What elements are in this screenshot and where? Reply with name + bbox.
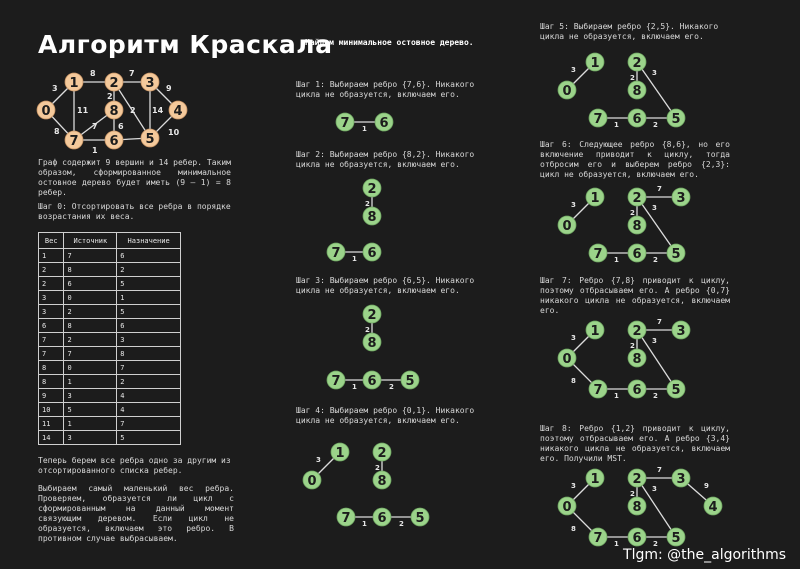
edge-weight: 7 bbox=[129, 69, 135, 78]
node-label: 5 bbox=[671, 247, 681, 262]
subtitle: Найдем минимальное остовное дерево. bbox=[305, 38, 474, 47]
node-label: 6 bbox=[109, 134, 119, 149]
edge-weight: 14 bbox=[152, 106, 164, 115]
edge-weight: 2 bbox=[630, 490, 635, 498]
table-cell: 2 bbox=[39, 263, 64, 277]
edge-weight: 3 bbox=[652, 485, 657, 493]
table-cell: 6 bbox=[117, 249, 181, 263]
table-cell: 8 bbox=[117, 347, 181, 361]
node-label: 6 bbox=[367, 374, 377, 389]
table-cell: 9 bbox=[39, 389, 64, 403]
step-5-graph bbox=[558, 53, 685, 129]
table-header: Назначение bbox=[117, 233, 181, 249]
edge-weight: 7 bbox=[657, 185, 662, 193]
node-label: 6 bbox=[377, 511, 387, 526]
node-label: 6 bbox=[632, 383, 642, 398]
table-cell: 1 bbox=[64, 417, 117, 431]
step-0-text: Шаг 0: Отсортировать все ребра в порядке возрастания их веса. bbox=[38, 202, 231, 221]
table-cell: 4 bbox=[117, 389, 181, 403]
node-label: 0 bbox=[562, 84, 572, 99]
table-cell: 1 bbox=[64, 375, 117, 389]
edge-weight: 10 bbox=[168, 128, 180, 137]
node-label: 5 bbox=[671, 383, 681, 398]
node-label: 6 bbox=[379, 116, 389, 131]
edge-weight: 1 bbox=[614, 540, 619, 548]
edge-weight: 3 bbox=[652, 204, 657, 212]
edge-weight: 3 bbox=[571, 482, 576, 490]
node-label: 8 bbox=[367, 210, 377, 225]
table-cell: 10 bbox=[39, 403, 64, 417]
node-label: 5 bbox=[145, 132, 155, 147]
edge-weight: 9 bbox=[166, 84, 172, 93]
table-cell: 1 bbox=[39, 249, 64, 263]
node-label: 5 bbox=[671, 531, 681, 546]
node-label: 8 bbox=[109, 104, 119, 119]
after-table-text-1: Теперь берем все ребра одно за другим из отсортированного списка ребер. bbox=[38, 456, 231, 475]
node-label: 2 bbox=[377, 446, 387, 461]
edge-weight: 3 bbox=[316, 456, 321, 464]
node-label: 2 bbox=[632, 191, 642, 206]
edge-weight: 7 bbox=[92, 122, 98, 131]
step-8-text: Шаг 8: Ребро {1,2} приводит к циклу, поэтому отбрасываем его. А ребро {3,4} никакого цикла не образуется, включаем его. Получили MST. bbox=[540, 424, 730, 463]
table-cell: 0 bbox=[64, 291, 117, 305]
edge-weight: 1 bbox=[614, 392, 619, 400]
table-header: Вес bbox=[39, 233, 64, 249]
node-label: 7 bbox=[331, 246, 341, 261]
table-cell: 8 bbox=[39, 375, 64, 389]
node-label: 6 bbox=[632, 112, 642, 127]
table-cell: 8 bbox=[64, 263, 117, 277]
node-label: 1 bbox=[590, 56, 600, 71]
node-label: 4 bbox=[173, 104, 183, 119]
node-label: 2 bbox=[367, 182, 377, 197]
table-cell: 3 bbox=[39, 291, 64, 305]
table-cell: 2 bbox=[64, 333, 117, 347]
edge-weight: 1 bbox=[352, 383, 357, 391]
step-4-text: Шаг 4: Выбираем ребро {0,1}. Никакого цикла не образуется, включаем его. bbox=[296, 406, 475, 425]
table-cell: 8 bbox=[39, 361, 64, 375]
edge-weight: 1 bbox=[352, 255, 357, 263]
table-cell: 3 bbox=[117, 333, 181, 347]
edge-weight: 3 bbox=[652, 69, 657, 77]
step-3-text: Шаг 3: Выбираем ребро {6,5}. Никакого цикла не образуется, включаем его. bbox=[296, 276, 475, 295]
node-label: 1 bbox=[69, 76, 79, 91]
node-label: 5 bbox=[405, 374, 415, 389]
node-label: 8 bbox=[632, 84, 642, 99]
edge-weight: 1 bbox=[92, 146, 98, 155]
node-label: 6 bbox=[632, 531, 642, 546]
node-label: 6 bbox=[632, 247, 642, 262]
edge-weight: 8 bbox=[54, 127, 60, 136]
step-7-text: Шаг 7: Ребро {7,8} приводит к циклу, поэтому отбрасываем его. А ребро {0,7} никакого цикла не образуется, включаем его. bbox=[540, 276, 730, 315]
edge-weight: 1 bbox=[362, 520, 367, 528]
table-cell: 6 bbox=[39, 319, 64, 333]
table-cell: 11 bbox=[39, 417, 64, 431]
table-cell: 3 bbox=[64, 431, 117, 445]
node-label: 4 bbox=[708, 500, 718, 515]
table-cell: 7 bbox=[64, 347, 117, 361]
edge-weight: 2 bbox=[375, 464, 380, 472]
step-2-graph bbox=[327, 179, 381, 263]
node-label: 1 bbox=[590, 324, 600, 339]
footer-credit: Tlgm: @the_algorithms bbox=[623, 547, 786, 563]
edge-weight: 3 bbox=[571, 66, 576, 74]
table-cell: 6 bbox=[64, 277, 117, 291]
node-label: 0 bbox=[562, 352, 572, 367]
table-cell: 7 bbox=[117, 361, 181, 375]
edge-weight: 2 bbox=[365, 326, 370, 334]
edge-weight: 1 bbox=[614, 121, 619, 129]
node-label: 0 bbox=[307, 474, 317, 489]
table-cell: 7 bbox=[64, 249, 117, 263]
node-label: 5 bbox=[415, 511, 425, 526]
table-cell: 7 bbox=[39, 333, 64, 347]
node-label: 7 bbox=[331, 374, 341, 389]
table-cell: 3 bbox=[64, 389, 117, 403]
step-3-graph bbox=[327, 305, 419, 391]
edge-weight: 8 bbox=[571, 525, 576, 533]
step-6-text: Шаг 6: Следующее ребро {8,6}, но его включение приводит к циклу, тогда отбросим его и выберем ребро {2,3}: цикл не образуется, включаем его. bbox=[540, 140, 730, 179]
node-label: 2 bbox=[632, 56, 642, 71]
edge-weight: 8 bbox=[90, 69, 96, 78]
node-label: 2 bbox=[632, 472, 642, 487]
edge-weight: 3 bbox=[571, 334, 576, 342]
node-label: 5 bbox=[671, 112, 681, 127]
node-label: 1 bbox=[335, 446, 345, 461]
node-label: 7 bbox=[69, 134, 79, 149]
table-cell: 2 bbox=[117, 263, 181, 277]
node-label: 0 bbox=[562, 219, 572, 234]
table-cell: 5 bbox=[64, 403, 117, 417]
table-cell: 0 bbox=[64, 361, 117, 375]
step-8-graph bbox=[558, 466, 722, 548]
edge-weight: 6 bbox=[118, 122, 124, 131]
node-label: 3 bbox=[676, 472, 686, 487]
page-title: Алгоритм Краскала bbox=[38, 30, 333, 59]
edge-weight: 1 bbox=[362, 125, 367, 133]
edge-weight: 2 bbox=[630, 74, 635, 82]
table-cell: 2 bbox=[117, 375, 181, 389]
node-label: 2 bbox=[109, 76, 119, 91]
edge-weight: 8 bbox=[571, 377, 576, 385]
table-cell: 5 bbox=[117, 305, 181, 319]
node-label: 8 bbox=[377, 474, 387, 489]
edge-weight: 2 bbox=[389, 383, 394, 391]
edge-weight: 7 bbox=[657, 466, 662, 474]
edge-weight: 1 bbox=[614, 256, 619, 264]
edge-weight: 2 bbox=[399, 520, 404, 528]
edge-weight: 2 bbox=[653, 121, 658, 129]
step-4-graph bbox=[303, 443, 429, 528]
edge-weight: 11 bbox=[77, 106, 89, 115]
step-2-text: Шаг 2: Выбираем ребро {8,2}. Никакого цикла не образуется, включаем его. bbox=[296, 150, 475, 169]
node-label: 3 bbox=[145, 76, 155, 91]
edge-weight: 2 bbox=[107, 92, 113, 101]
edge-weight: 2 bbox=[653, 256, 658, 264]
table-cell: 2 bbox=[64, 305, 117, 319]
edge-weight: 7 bbox=[657, 318, 662, 326]
edge-weight: 2 bbox=[630, 209, 635, 217]
node-label: 8 bbox=[632, 219, 642, 234]
table-cell: 6 bbox=[117, 319, 181, 333]
node-label: 3 bbox=[676, 191, 686, 206]
node-label: 6 bbox=[367, 246, 377, 261]
step-5-text: Шаг 5: Выбираем ребро {2,5}. Никакого цикла не образуется, включаем его. bbox=[540, 22, 719, 41]
node-label: 8 bbox=[367, 336, 377, 351]
table-cell: 14 bbox=[39, 431, 64, 445]
after-table-text-2: Выбираем самый маленький вес ребра. Проверяем, образуется ли цикл с сформированным на данный момент связующим деревом. Если цикл не образуется, включаем это ребро. В противном случае выбрасываем. bbox=[38, 484, 234, 543]
edge-weight: 9 bbox=[704, 482, 709, 490]
edge-weight: 2 bbox=[630, 342, 635, 350]
table-cell: 8 bbox=[64, 319, 117, 333]
node-label: 8 bbox=[632, 352, 642, 367]
edge-weight: 2 bbox=[130, 106, 136, 115]
node-label: 7 bbox=[593, 112, 603, 127]
table-cell: 3 bbox=[39, 305, 64, 319]
table-header: Источник bbox=[64, 233, 117, 249]
table-cell: 1 bbox=[117, 291, 181, 305]
node-label: 2 bbox=[632, 324, 642, 339]
edge-weight: 3 bbox=[571, 201, 576, 209]
table-cell: 2 bbox=[39, 277, 64, 291]
node-label: 7 bbox=[593, 383, 603, 398]
node-label: 1 bbox=[590, 472, 600, 487]
node-label: 2 bbox=[367, 308, 377, 323]
node-label: 8 bbox=[632, 500, 642, 515]
node-label: 7 bbox=[593, 531, 603, 546]
edge-weight: 2 bbox=[653, 392, 658, 400]
table-cell: 7 bbox=[39, 347, 64, 361]
node-label: 7 bbox=[593, 247, 603, 262]
edge-weight: 3 bbox=[52, 84, 58, 93]
edge-weight: 3 bbox=[652, 337, 657, 345]
node-label: 0 bbox=[41, 104, 51, 119]
node-label: 0 bbox=[562, 500, 572, 515]
step-7-graph bbox=[558, 318, 690, 400]
node-label: 7 bbox=[340, 116, 350, 131]
edge-weight: 2 bbox=[365, 200, 370, 208]
table-cell: 5 bbox=[117, 277, 181, 291]
edge-weight: 2 bbox=[653, 540, 658, 548]
step-1-graph bbox=[336, 113, 393, 133]
step-6-graph bbox=[558, 185, 690, 264]
node-label: 3 bbox=[676, 324, 686, 339]
node-label: 7 bbox=[341, 511, 351, 526]
step-1-text: Шаг 1: Выбираем ребро {7,6}. Никакого цикла не образуется, включаем его. bbox=[296, 80, 475, 99]
table-cell: 7 bbox=[117, 417, 181, 431]
intro-text: Граф содержит 9 вершин и 14 ребер. Таким образом, сформированное минимальное остовное дерево будет иметь (9 – 1) = 8 ребер. bbox=[38, 158, 231, 197]
table-cell: 5 bbox=[117, 431, 181, 445]
node-label: 1 bbox=[590, 191, 600, 206]
table-cell: 4 bbox=[117, 403, 181, 417]
